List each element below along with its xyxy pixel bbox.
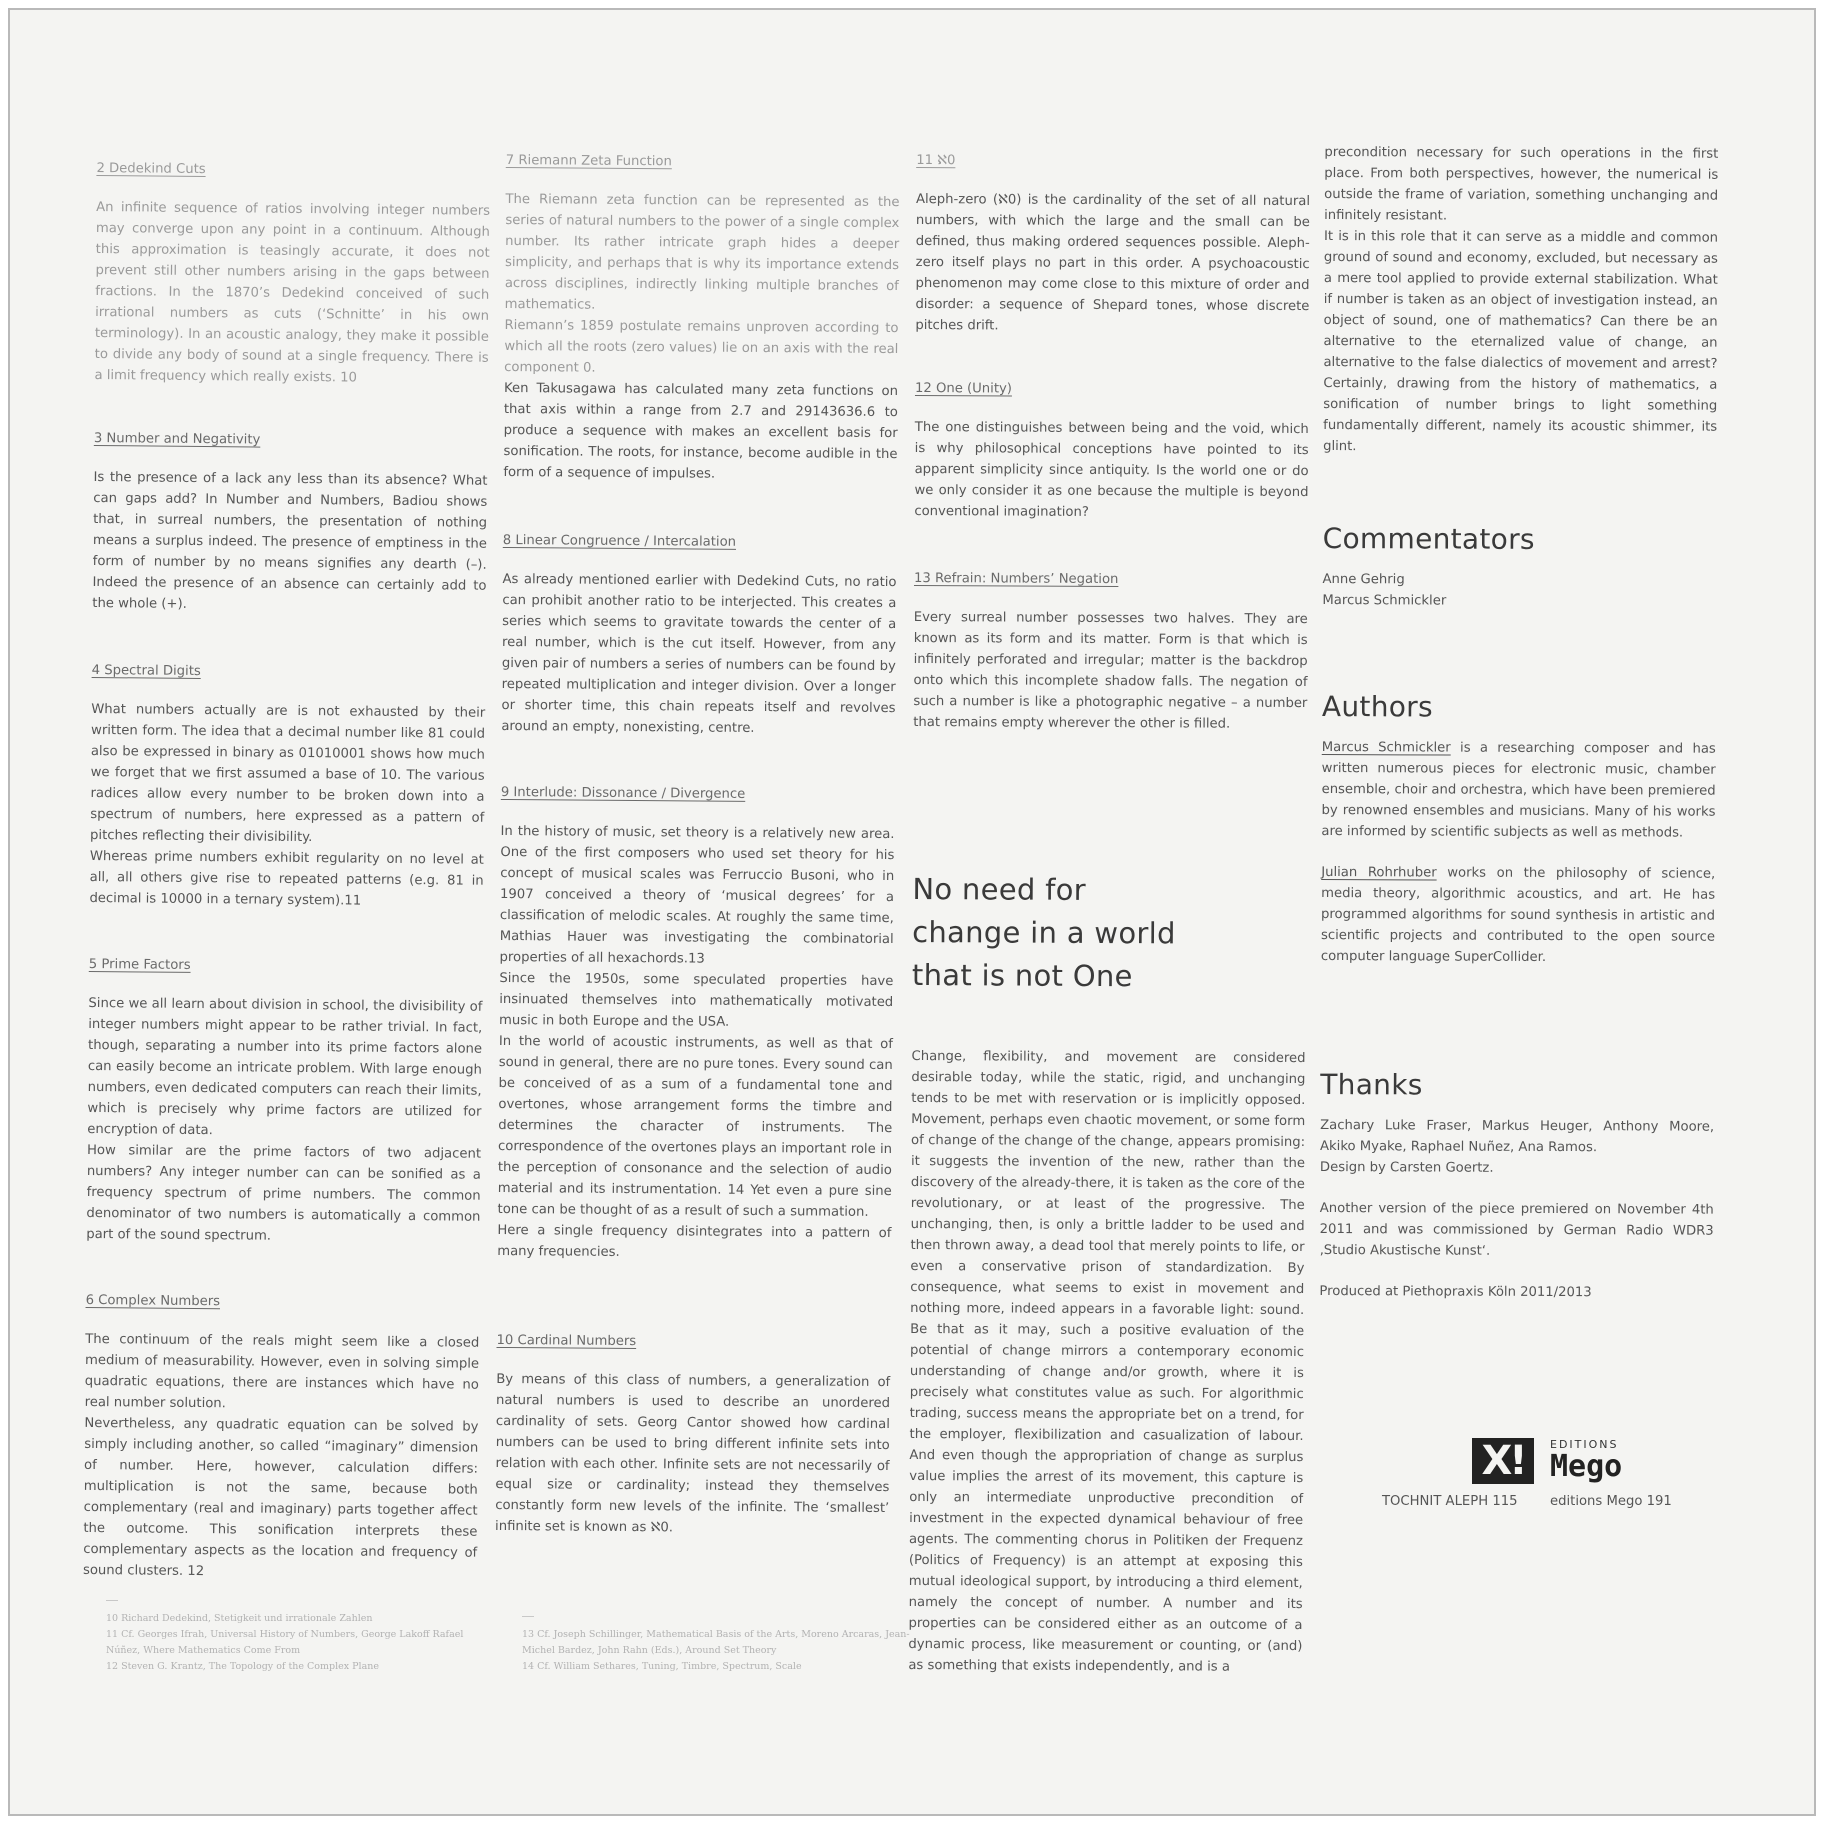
produced-note: Produced at Piethopraxis Köln 2011/2013 [1319, 1283, 1592, 1301]
section-6 [83, 1290, 480, 1585]
essay-body: precondition necessary for such operations in the first place. From both perspectives, however, the numerical is outside the frame of variation, something unchanging and infinitely resistant. [1324, 144, 1719, 224]
column-2 [495, 10, 901, 1536]
section-body: Since the 1950s, some speculated properties have insinuated themselves into mathematically motivated music in both Europe and the USA. [499, 970, 894, 1030]
section-11 [915, 150, 1310, 338]
catalog-number: TOCHNIT ALEPH 115 [1382, 1494, 1518, 1509]
footnote-rule [106, 1600, 118, 1601]
column-3 [908, 10, 1311, 1675]
section-4 [89, 660, 485, 913]
section-title: 5 Prime Factors [88, 956, 191, 973]
section-body: The Riemann zeta function can be represented as the series of natural numbers to the power of a single complex number. Its rather intricate graph hides a deeper simplicity, and perhaps that is why its importance extends across disciplines, indirectly linking multiple branches of mathematics. [504, 191, 900, 313]
logo-mark: Mego [1550, 1449, 1623, 1484]
tochnit-aleph-logo [1472, 1438, 1534, 1484]
section-3 [92, 428, 488, 618]
section-body: The one distinguishes between being and the void, which is why philosophical conceptions have pointed to its apparent simplicity since antiquity. Is the world one or do we only consider it as one because the multiple is beyond conventional imagination? [914, 419, 1309, 520]
section-10 [495, 1330, 891, 1540]
section-title: 10 Cardinal Numbers [496, 1332, 637, 1350]
commentators-section [1322, 521, 1716, 613]
section-body: The continuum of the reals might seem like a closed medium of measurability. However, even in solving simple quadratic equations, there are instances which have no real number solution. [84, 1331, 480, 1412]
headline-line: change in a world [912, 914, 1176, 951]
section-title: 7 Riemann Zeta Function [505, 152, 672, 170]
logo-mark: X! [1472, 1438, 1534, 1484]
section-body: Here a single frequency disintegrates into a pattern of many frequencies. [497, 1222, 892, 1260]
author-bio [1321, 737, 1715, 844]
section-title: 4 Spectral Digits [91, 662, 201, 680]
section-title: 11 ℵ0 [916, 152, 956, 169]
section-title: 3 Number and Negativity [93, 430, 261, 448]
section-body: Aleph-zero (ℵ0) is the cardinality of the set of all natural numbers, with which the large and the small can be defined, thus making ordered sequences possible. Aleph-zero itself plays no part in this order. A psychoacoustic phenomenon may come close to this mixture of order and disorder: a sequence of Shepard tones, whose discrete pitches drift. [915, 191, 1311, 334]
essay-body: It is in this role that it can serve as a middle and common ground of sound and economy, excluded, but necessary as a mere tool applied to provide external stabilization. What if number is taken as an object of investigation instead, an object of sound, one of mathematics? Can there be an alternative to the eternalized value of change, an alternative to the false dialectics of movement and arrest? Certainly, drawing from the history of mathematics, a sonification of number brings to light something fundamentally different, namely its acoustic shimmer, its glint. [1323, 228, 1719, 455]
record-sleeve [8, 8, 1816, 1816]
footnote: 14 Cf. William Sethares, Tuning, Timbre, Spectrum, Scale [522, 1661, 802, 1672]
section-9 [497, 782, 895, 1265]
commentator-name: Marcus Schmickler [1322, 592, 1447, 609]
headline-line: that is not One [911, 957, 1133, 994]
section-body: Since we all learn about division in school, the divisibility of integer numbers might appear to be rather trivial. In fact, though, separating a number into its prime factors alone can easily become an intricate problem. With large enough numbers, even dedicated computers can reach their limits, which is precisely why prime factors are utilized for encryption of data. [87, 995, 483, 1139]
author-name: Julian Rohrhuber [1321, 864, 1437, 881]
section-body: Is the presence of a lack any less than its absence? What can gaps add? In Number and Numbers, Badiou shows that, in surreal numbers, the presentation of nothing means a surplus indeed. The presence of emptiness in the form of number by no means signifies any dearth (–). Indeed the presence of an absence can certainly add to the whole (+). [92, 469, 488, 612]
section-body: Whereas prime numbers exhibit regularity on no level at all, all others give rise to repeated patterns (e.g. 81 in decimal is 10000 in a ternary system).11 [89, 848, 484, 909]
column-4 [1319, 10, 1719, 1301]
section-body: As already mentioned earlier with Dedekind Cuts, no ratio can prohibit another ratio to be interjected. This creates a series which seems to gravitate towards the center of a real number, which is the cut itself. However, from any given pair of numbers a series of numbers can be found by repeated multiplication and integer division. Over a longer or shorter time, this chain repeats itself and revolves around an empty, nonexisting, centre. [501, 571, 897, 736]
footnotes-1 [106, 1600, 496, 1675]
section-13 [913, 568, 1308, 735]
section-title: 9 Interlude: Dissonance / Divergence [500, 784, 746, 802]
authors-section [1320, 689, 1716, 969]
logo-small-text: EDITIONS [1550, 1438, 1619, 1451]
author-text: works on the philosophy of science, media theory, algorithmic acoustics, and art. He has programmed algorithms for sound synthesis in artistic and scientific projects and contributed to the open source computer language SuperCollider. [1320, 865, 1716, 965]
catalog-number: editions Mego 191 [1550, 1494, 1672, 1509]
section-2 [94, 158, 490, 390]
footnote: 11 Cf. Georges Ifrah, Universal History of Numbers, George Lakoff Rafael Núñez, Where Mathematics Come From [106, 1629, 464, 1656]
thanks-title: Thanks [1320, 1067, 1423, 1102]
thanks-section [1319, 1067, 1715, 1304]
essay-headline [912, 868, 1307, 999]
section-body: An infinite sequence of ratios involving integer numbers may converge upon any point in a continuum. Although this approximation is teasingly accurate, it does not prevent still other numbers arising in the gaps between fractions. In the 1870’s Dedekind conceived of such irrational numbers as cuts (‘Schnitte’ in his own terminology). In an acoustic analogy, they make it possible to divide any body of sound at a single frequency. There is a limit frequency which really exists. 10 [94, 199, 491, 386]
editions-mego-logo [1550, 1438, 1622, 1482]
essay-continued [1323, 142, 1718, 459]
authors-title: Authors [1321, 689, 1434, 724]
footnote: 10 Richard Dedekind, Stetigkeit und irrationale Zahlen [106, 1613, 373, 1624]
author-bio [1321, 862, 1715, 969]
section-body: How similar are the prime factors of two adjacent numbers? Any integer number can can be sonified as a frequency spectrum of prime numbers. The common denominator of two numbers is automatically a common part of the sound spectrum. [86, 1142, 482, 1244]
section-body: Ken Takusagawa has calculated many zeta functions on that axis within a range from 2.7 and 29143636.6 to produce a sequence with makes an excellent basis for sonification. The roots, for instance, become audible in the form of a sequence of impulses. [503, 380, 899, 482]
section-title: 12 One (Unity) [914, 380, 1013, 397]
headline-line: No need for [912, 871, 1087, 907]
author-name: Marcus Schmickler [1321, 739, 1451, 756]
commentators-title: Commentators [1322, 521, 1535, 556]
section-title: 2 Dedekind Cuts [96, 160, 206, 178]
footnote-rule [522, 1616, 534, 1617]
footnote: 12 Steven G. Krantz, The Topology of the Complex Plane [106, 1661, 379, 1672]
section-body: Every surreal number possesses two halves. They are known as its form and its matter. Form is that which is infinitely perforated and irregular; matter is the backdrop onto which this incomplete shadow falls. The negation of such a number is like a photographic negative – a number that remains empty wherever the other is filled. [913, 609, 1308, 732]
design-credit: Design by Carsten Goertz. [1319, 1159, 1494, 1176]
section-body: Nevertheless, any quadratic equation can be solved by simply including another, so called “imaginary” dimension of number. Here, however, calculation differs: multiplication is not the same, because both complementary (real and imaginary) parts together affect the outcome. This sonification interprets these complementary aspects as the location and frequency of sound clusters. 12 [82, 1415, 479, 1580]
section-body: In the world of acoustic instruments, as well as that of sound in general, there are no pure tones. Every sound can be conceived of as a sum of a fundamental tone and overtones, whose arrangement forms the timbre and determines the character of instruments. The correspondence of the overtones plays an important role in the perception of consonance and the selection of audio material and its instrumentation. 14 Yet even a pure sine tone can be thought of as a result of such a summation. [497, 1033, 893, 1220]
section-title: 6 Complex Numbers [85, 1292, 221, 1310]
section-title: 13 Refrain: Numbers’ Negation [913, 570, 1119, 588]
section-body: By means of this class of numbers, a generalization of natural numbers is used to describe an unordered cardinality of sets. Georg Cantor showed how cardinal numbers can be used to bring different infinite sets into relation with each other. Infinite sets are not necessarily of equal size or cardinality; instead they themselves constantly form new levels of the infinite. The ‘smallest’ infinite set is known as ℵ0. [495, 1371, 891, 1536]
commentator-name: Anne Gehrig [1322, 571, 1405, 588]
footnote: 13 Cf. Joseph Schillinger, Mathematical Basis of the Arts, Moreno Arcaras, Jean-Michel Bardez, John Rahn (Eds.), Around Set Theory [522, 1629, 910, 1656]
section-body: In the history of music, set theory is a relatively new area. One of the first composers who used set theory for his concept of musical scales was Ferruccio Busoni, who in 1907 conceived a theory of ‘musical degrees’ for a classification of melodic scales. At roughly the same time, Mathias Hauer was investigating the combinatorial properties of all hexachords.13 [499, 823, 895, 967]
author-text: is a researching composer and has written numerous pieces for electronic music, chamber ensemble, choir and orchestra, which have been premiered by renowned ensembles and musicians. Many of his works are informed by scientific subjects as well as methods. [1321, 740, 1716, 841]
column-1 [82, 10, 492, 1580]
section-8 [501, 530, 897, 740]
essay [908, 1046, 1305, 1678]
version-note: Another version of the piece premiered on November 4th 2011 and was commissioned by German Radio WDR3 ‚Studio Akustische Kunst‘. [1319, 1200, 1714, 1259]
section-5 [86, 954, 483, 1249]
footnotes-2 [522, 1616, 912, 1675]
section-body: What numbers actually are is not exhausted by their written form. The idea that a decimal number like 81 could also be expressed in binary as 01010001 shows how much we forget that we first assumed a base of 10. The various radices allow every number to be broken down into a spectrum of numbers, here expressed as a pattern of pitches reflecting their divisibility. [90, 701, 486, 846]
section-12 [914, 378, 1309, 524]
section-body: Riemann’s 1859 postulate remains unproven according to which all the roots (zero values) lie on an axis with the real component 0. [504, 317, 899, 376]
essay-body: Change, flexibility, and movement are considered desirable today, while the static, rigid, and unchanging tends to be met with reservation or is implicitly opposed. Movement, perhaps even chaotic movement, or some form of change of the change of the change, appears promising: it suggests the invention of the new, rather than the discovery of the already-there, it is taken as the core of the revolutionary, or at least of the progressive. The unchanging, then, is only a brittle ladder to be used and then thrown away, a dead tool that merely points to life, or even a conservative prison of standardization. By consequence, what seems to exist in movement and nothing more, indeed appears in a favorable light: sound. Be that as it may, such a positive evaluation of the potential of change mirrors a contemporary economic understanding of change and/or growth, where it is precisely what constitutes value as such. For algorithmic trading, success means the appropriate bet on a trend, for the employer, flexibilization and casualization of labour. And even though the appropriation of change as surplus value implies the arrest of its movement, this capture is only an intermediate unproductive precondition of investment in the expected dynamical behaviour of free agents. The commenting chorus in Politiken der Frequenz (Politics of Frequency) is an attempt at exposing this mutual ideological support, by introducing a third element, namely the concept of number. A number and its properties can be considered either as an outcome of a dynamic process, like measurement or counting, or (and) as something that exists independently, and is a [908, 1048, 1306, 1675]
section-title: 8 Linear Congruence / Intercalation [502, 532, 737, 550]
thanks-names: Zachary Luke Fraser, Markus Heuger, Anthony Moore, Akiko Myake, Raphael Nuñez, Ana Ramos. [1320, 1117, 1715, 1156]
section-7 [503, 150, 900, 486]
